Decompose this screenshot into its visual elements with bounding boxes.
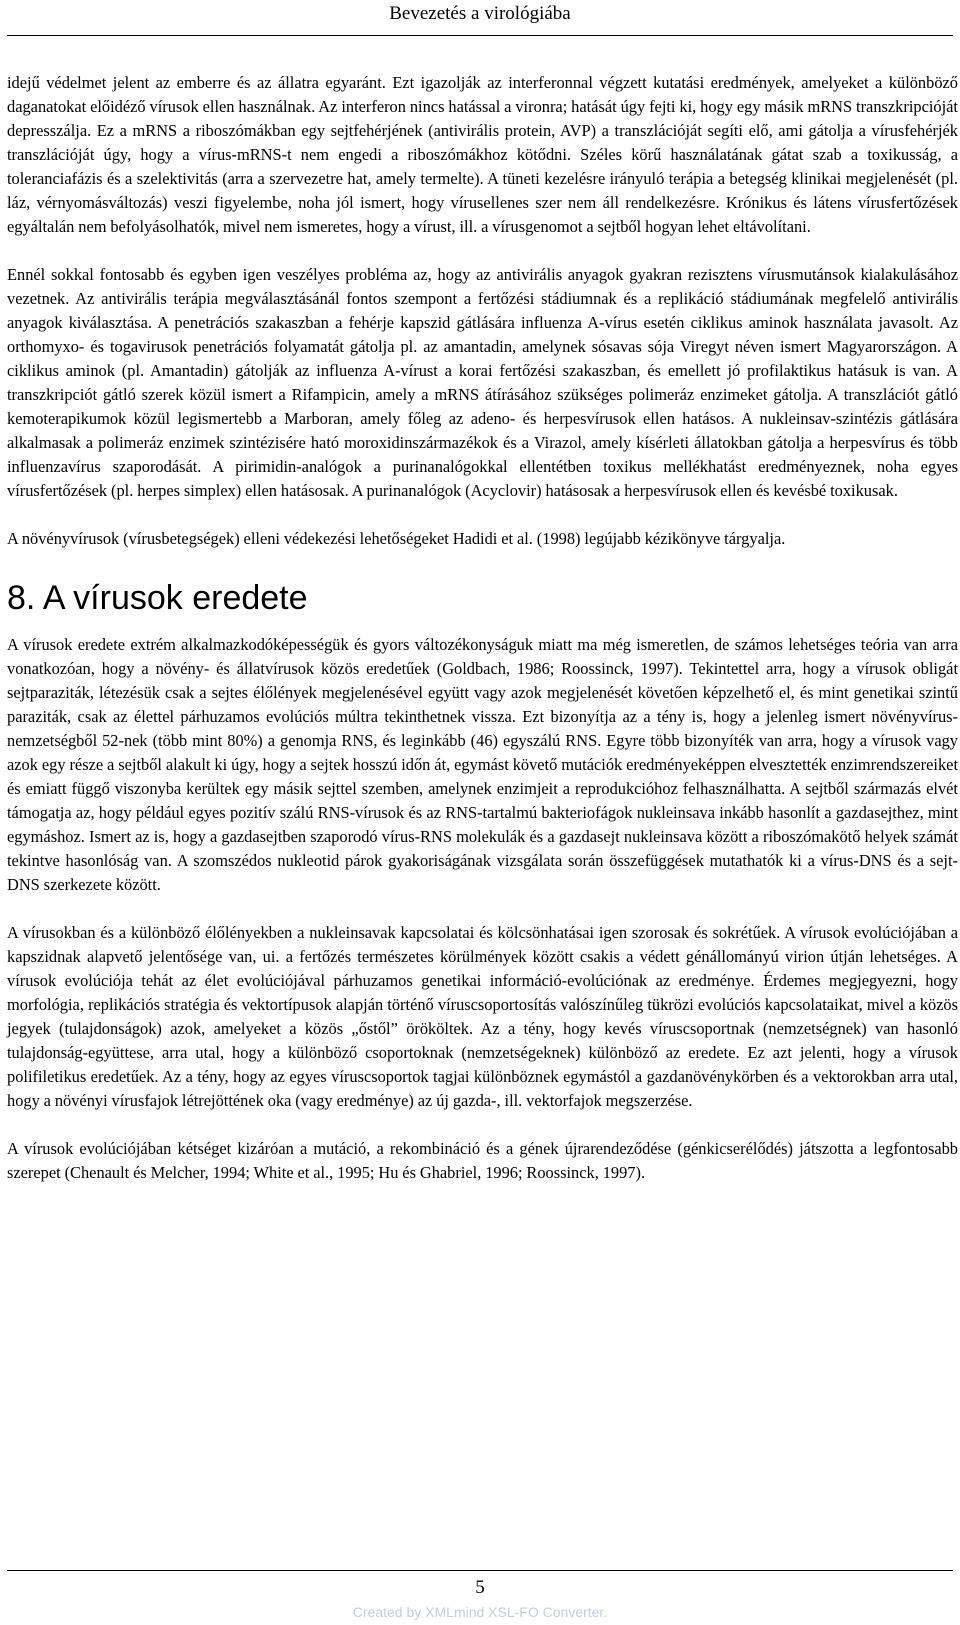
paragraph-virus-origin: A vírusok eredete extrém alkalmazkodóképességük és gyors változékonyságuk miatt ma még ismeretlen, de számos lehetséges teória van arra vonatkozóan, hogy a növény- és állatvírusok közös eredetűek (Goldbach, 1986; Roossinck, 1997). Tekintettel arra, hogy a vírusok obligát sejtparaziták, létezésük csak a sejtes élőlények megjelenésével együtt vagy azok megjelenését követően képzelhető el, és mint genetikai szintű paraziták, csak az élettel párhuzamos evolúciós múltra tekinthetnek vissza. Ezt bizonyítja az a tény is, hogy a jelenleg ismert növényvírus-nemzetségből 52-nek (több mint 80%) a genomja RNS, és leginkább (46) egyszálú RNS. Egyre több bizonyíték van arra, hogy a vírusok vagy azok egy része a sejtből alakult ki úgy, hogy a sejtek hosszú időn át, egymást követő mutációk eredményeképpen elvesztették enzimrendszereiket és emiatt függő viszonyba kerültek egy másik sejttel szemben, amelynek enzimjeit a reprodukcióhoz felhasználhatta. A sejtből származás elvét támogatja az, hogy például egyes pozitív szálú RNS-vírusok és az RNS-tartalmú bakteriofágok nukleinsava inkább hasonlít a gazdasejthez, mint egymáshoz. Ismert az is, hogy a gazdasejtben szaporodó vírus-RNS molekulák és a gazdasejt nukleinsava között a riboszómakötő helyek számát tekintve hasonlóság van. A szomszédos nukleotid párok gyakoriságának vizsgálata során összefüggések mutathatók ki a vírus-DNS és a sejt-DNS szerkezete között. xyxy=(7,635,958,894)
page-number: 5 xyxy=(475,1577,485,1598)
paragraph-nucleic-acids: A vírusokban és a különböző élőlényekben a nukleinsavak kapcsolatai és kölcsönhatásai igen szorosak és sokrétűek. A vírusok evolúciójában a kapszidnak alapvető jelentősége van, ui. a fertőzés természetes körülmények között csakis a védett génállományú virion útján lehetséges. A vírusok evolúciója tehát az élet evolúciójával párhuzamos genetikai információ-evolúciónak az eredménye. Érdemes megjegyezni, hogy morfológia, replikációs stratégia és vektortípusok alapján történő víruscsoportosítás valószínűleg tükrözi evolúciós kapcsolataikat, mivel a közös jegyek (tulajdonságok) azok, amelyeket a közös „őstől” örököltek. Az a tény, hogy kevés víruscsoportnak (nemzetségnek) van hasonló tulajdonság-együttese, arra utal, hogy a különböző csoportoknak (nemzetségeknek) különböző az eredete. Ez azt jelenti, hogy a vírusok polifiletikus eredetűek. Az a tény, hogy az egyes víruscsoportok tagjai különböznek egymástól a gazdanövénykörben és a vektorokban arra utal, hogy a növényi vírusfajok létrejöttének oka (vagy eredménye) az új gazda-, ill. vektorfajok megszerzése. xyxy=(7,923,958,1110)
paragraph-antiviral-therapy: Ennél sokkal fontosabb és egyben igen veszélyes probléma az, hogy az antivirális anyagok gyakran rezisztens vírusmutánsok kialakulásához vezetnek. Az antivirális terápia megválasztásánál fontos szempont a fertőzési stádiumnak és a replikáció stádiumának megfelelő antivirális anyagok kiválasztása. A penetrációs szakaszban a fehérje kapszid gátlására influenza A-vírus esetén ciklikus aminok használata javasolt. Az orthomyxo- és togavirusok penetrációs folyamatát gátolja pl. az amantadin, amelynek sósavas sója Viregyt néven ismert Magyarországon. A ciklikus aminok (pl. Amantadin) gátolják az influenza A-vírust a korai fertőzési szakaszban, és emellett jó profilaktikus hatásuk is van. A transzkripciót gátló szerek közül ismert a Rifampicin, amely a mRNS átírásához szükséges polimeráz enzimeket gátolja. A transzlációt gátló kemoterapikumok közül legismertebb a Marboran, amely főleg az adeno- és herpesvírusok ellen hatásos. A nukleinsav-szintézis gátlására alkalmasak a polimeráz enzimek szintézisére ható moroxidinszármazékok és a Virazol, amely kísérleti állatokban gátolja a herpesvírus és több influenzavírus szaporodását. A pirimidin-analógok a purinanalógokkal ellentétben toxikus mellékhatást eredményeznek, noha egyes vírusfertőzések (pl. herpes simplex) ellen hatásosak. A purinanalógok (Acyclovir) hatásosak a herpesvírusok ellen és kevésbé toxikusak. xyxy=(7,265,958,500)
converter-watermark: Created by XMLmind XSL-FO Converter. xyxy=(352,1604,608,1620)
section-heading: 8. A vírusok eredete xyxy=(7,579,308,617)
running-header: Bevezetés a virológiába xyxy=(389,3,571,24)
footer-divider xyxy=(7,1570,953,1571)
page-content xyxy=(7,71,958,1209)
paragraph-plant-viruses: A növényvírusok (vírusbetegségek) elleni védekezési lehetőségeket Hadidi et al. (1998) legújabb kézikönyve tárgyalja. xyxy=(7,529,786,548)
paragraph-interferon: idejű védelmet jelent az emberre és az állatra egyaránt. Ezt igazolják az interferonnal végzett kutatási eredmények, amelyeket a különböző daganatokat előidéző vírusok ellen használnak. Az interferon nincs hatással a vironra; hatását úgy fejti ki, hogy egy másik mRNS transzkripcióját depresszálja. Ez a mRNS a riboszómákban egy sejtfehérjének (antivirális protein, AVP) a transzlációját segíti elő, ami gátolja a vírusfehérjék transzlációját úgy, hogy a vírus-mRNS-t nem engedi a riboszómákhoz kötődni. Széles körű használatának gátat szab a toxikusság, a toleranciafázis és a szelektivitás (arra a szervezetre hat, amely termelte). A tüneti kezelésre irányuló terápia a betegség klinikai megjelenését (pl. láz, vérnyomásváltozás) veszi figyelembe, noha jól ismert, hogy vírusellenes szer nem áll rendelkezésre. Krónikus és látens vírusfertőzések egyáltalán nem befolyásolhatók, mivel nem ismeretes, hogy a vírust, ill. a vírusgenomot a sejtből hogyan lehet eltávolítani. xyxy=(7,73,958,236)
header-divider xyxy=(7,35,953,36)
paragraph-evolution: A vírusok evolúciójában kétséget kizáróan a mutáció, a rekombináció és a gének újrarendeződése (génkicserélődés) játszotta a legfontosabb szerepet (Chenault és Melcher, 1994; White et al., 1995; Hu és Ghabriel, 1996; Roossinck, 1997). xyxy=(7,1139,958,1182)
